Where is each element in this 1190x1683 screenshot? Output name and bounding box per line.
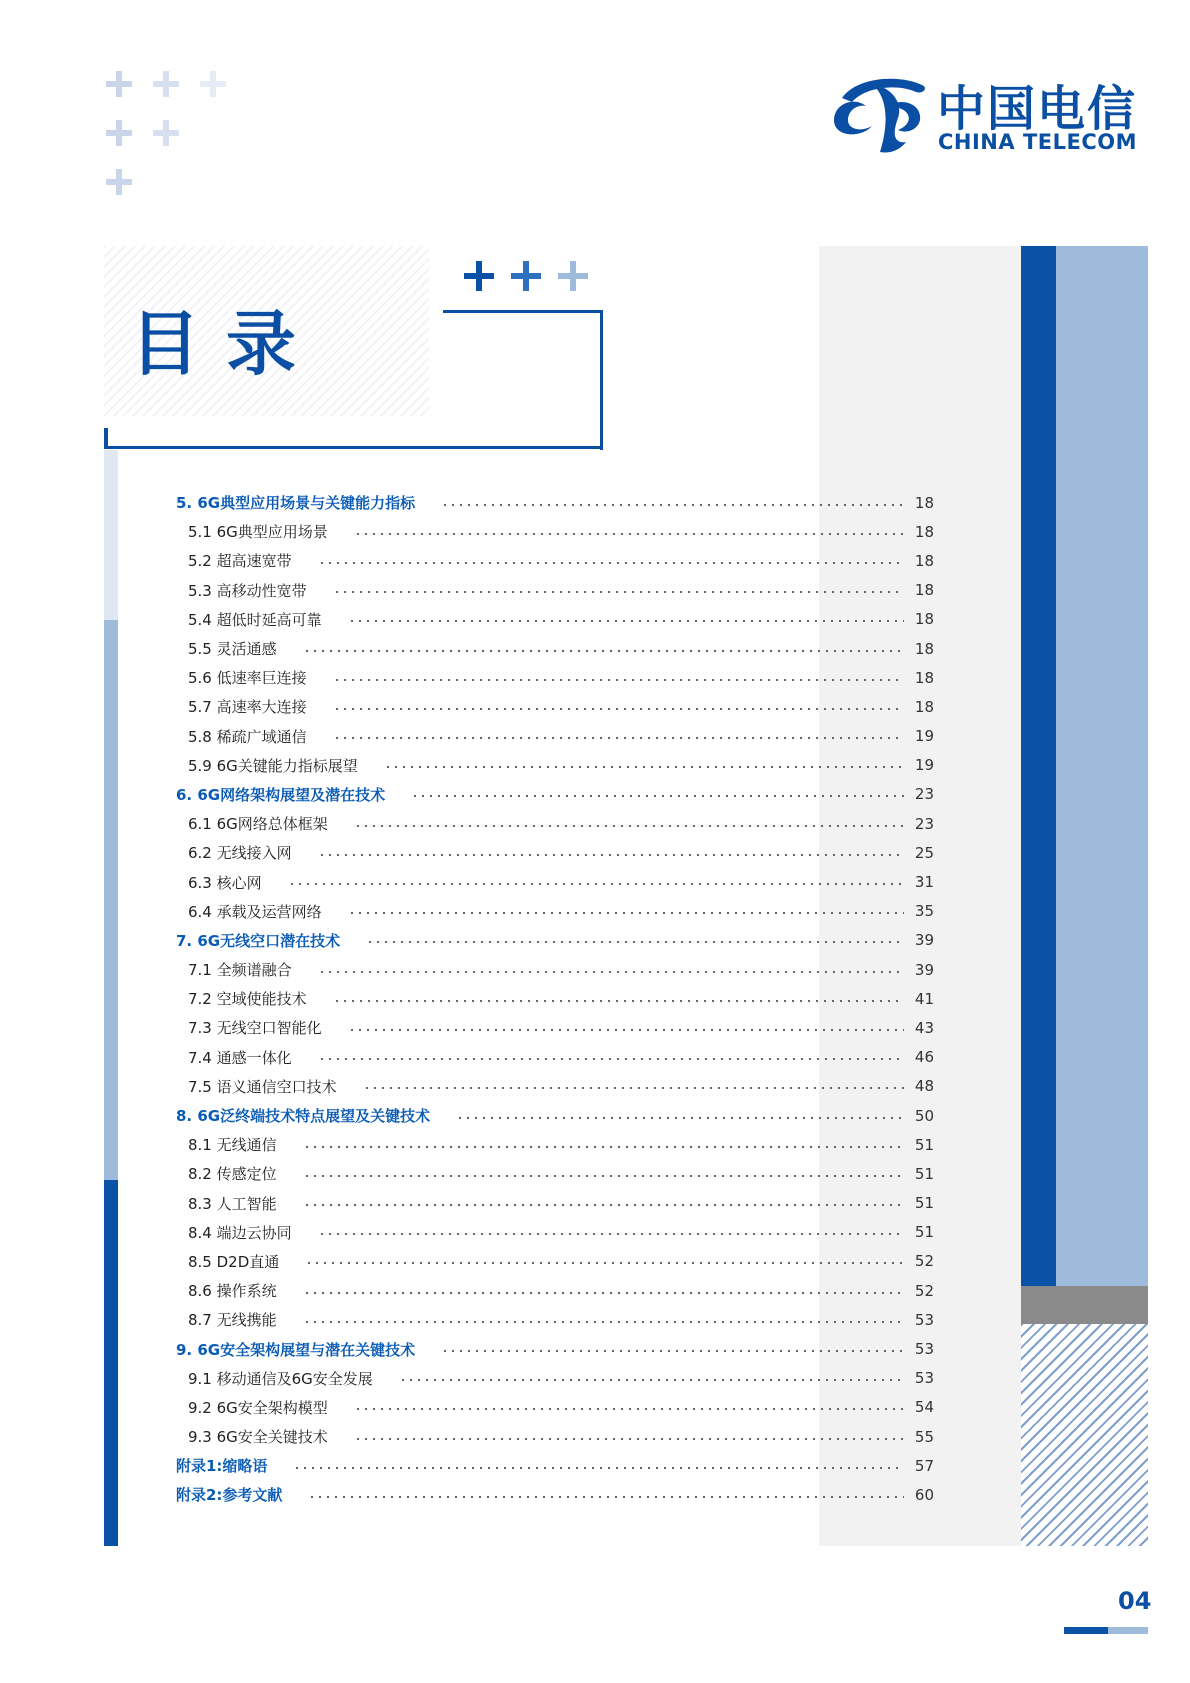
toc-entry-page: 54 [914,1398,934,1417]
toc-leader-dots [333,679,904,681]
toc-leader-dots [333,591,904,593]
plus-icon [106,169,132,195]
toc-entry-page: 52 [914,1281,934,1300]
toc-subsection-entry[interactable] [176,634,934,663]
toc-leader-dots [348,1029,904,1031]
toc-entry-label: 7.3 无线空口智能化 [188,1019,322,1038]
toc-leader-dots [305,1262,904,1264]
toc-entry-page: 19 [914,727,934,746]
toc-entry-label: 5.1 6G典型应用场景 [188,523,328,542]
toc-leader-dots [348,620,904,622]
plus-icon [511,261,541,291]
toc-leader-dots [303,650,904,652]
toc-section-entry[interactable] [176,780,934,809]
page-number-bar [1064,1627,1108,1634]
toc-leader-dots [366,941,904,943]
toc-entry-page: 53 [914,1310,934,1329]
page-number-bar [1108,1627,1148,1634]
toc-entry-page: 18 [914,697,934,716]
toc-section-entry[interactable] [176,1451,934,1480]
toc-leader-dots [333,1000,904,1002]
toc-entry-page: 51 [914,1194,934,1213]
toc-leader-dots [384,766,904,768]
toc-entry-page: 23 [914,785,934,804]
toc-subsection-entry[interactable] [176,984,934,1013]
toc-subsection-entry[interactable] [176,663,934,692]
toc-entry-label: 7.2 空域使能技术 [188,990,307,1009]
toc-entry-page: 39 [914,931,934,950]
toc-entry-page: 18 [914,522,934,541]
toc-entry-page: 43 [914,1018,934,1037]
toc-subsection-entry[interactable] [176,517,934,546]
toc-subsection-entry[interactable] [176,576,934,605]
plus-icon [200,71,226,97]
table-of-contents [176,488,934,1510]
brand-name-cn: 中国电信 [937,81,1138,137]
toc-leader-dots [354,825,904,827]
toc-entry-label: 附录1:缩略语 [176,1457,268,1476]
left-accent-bar [104,1180,118,1546]
right-light-blue-bar [1056,246,1148,1286]
toc-subsection-entry[interactable] [176,1393,934,1422]
page-title: 目录 [130,303,322,385]
toc-leader-dots [318,1233,904,1235]
toc-subsection-entry[interactable] [176,1189,934,1218]
toc-entry-page: 48 [914,1077,934,1096]
toc-entry-page: 18 [914,551,934,570]
toc-entry-page: 51 [914,1223,934,1242]
toc-leader-dots [363,1087,904,1089]
left-accent-bar [104,620,118,1180]
toc-entry-label: 9. 6G安全架构展望与潜在关键技术 [176,1340,416,1359]
plus-icon [558,261,588,291]
toc-entry-page: 53 [914,1369,934,1388]
toc-entry-page: 18 [914,581,934,600]
toc-section-entry[interactable] [176,1480,934,1509]
toc-entry-page: 46 [914,1048,934,1067]
toc-entry-label: 6.4 承载及运营网络 [188,902,322,921]
toc-entry-label: 7.4 通感一体化 [188,1048,292,1067]
toc-entry-page: 60 [914,1485,934,1504]
toc-entry-label: 6.2 无线接入网 [188,844,292,863]
toc-entry-label: 7.1 全频谱融合 [188,961,292,980]
toc-entry-page: 23 [914,814,934,833]
right-hatch-block [1021,1324,1148,1546]
toc-entry-label: 5.7 高速率大连接 [188,698,307,717]
toc-leader-dots [354,1408,904,1410]
page-number: 04 [1118,1587,1152,1615]
toc-subsection-entry[interactable] [176,1159,934,1188]
toc-leader-dots [441,1350,904,1352]
toc-subsection-entry[interactable] [176,1072,934,1101]
brand-logo [832,68,1147,158]
toc-entry-page: 19 [914,756,934,775]
toc-leader-dots [318,1058,904,1060]
plus-icon [153,71,179,97]
toc-entry-page: 35 [914,902,934,921]
toc-entry-page: 18 [914,493,934,512]
toc-leader-dots [456,1117,904,1119]
toc-entry-page: 18 [914,639,934,658]
toc-entry-page: 41 [914,989,934,1008]
toc-leader-dots [354,533,904,535]
brand-name-en: CHINA TELECOM [938,130,1137,154]
toc-subsection-entry[interactable] [176,605,934,634]
toc-entry-page: 39 [914,960,934,979]
toc-leader-dots [354,1438,904,1440]
toc-leader-dots [303,1321,904,1323]
toc-entry-page: 53 [914,1340,934,1359]
plus-icon [464,261,494,291]
toc-entry-label: 6.1 6G网络总体框架 [188,815,328,834]
toc-subsection-entry[interactable] [176,1130,934,1159]
toc-leader-dots [318,562,904,564]
toc-leader-dots [303,1204,904,1206]
title-frame-tick [104,428,108,448]
toc-subsection-entry[interactable] [176,897,934,926]
toc-entry-label: 7. 6G无线空口潜在技术 [176,931,341,950]
toc-leader-dots [303,1146,904,1148]
toc-entry-label: 5.8 稀疏广域通信 [188,727,307,746]
toc-entry-label: 8.1 无线通信 [188,1136,277,1155]
toc-subsection-entry[interactable] [176,692,934,721]
toc-subsection-entry[interactable] [176,1247,934,1276]
plus-icon [153,120,179,146]
toc-entry-label: 6. 6G网络架构展望及潜在技术 [176,785,386,804]
toc-subsection-entry[interactable] [176,867,934,896]
toc-subsection-entry[interactable] [176,546,934,575]
title-frame-right [600,310,603,450]
toc-leader-dots [288,883,904,885]
toc-entry-page: 57 [914,1456,934,1475]
toc-section-entry[interactable] [176,1334,934,1363]
toc-entry-label: 8.2 传感定位 [188,1165,277,1184]
toc-entry-page: 55 [914,1427,934,1446]
toc-leader-dots [318,971,904,973]
toc-entry-label: 9.1 移动通信及6G安全发展 [188,1369,373,1388]
toc-section-entry[interactable] [176,488,934,517]
toc-entry-page: 18 [914,610,934,629]
left-accent-bar [104,450,118,620]
toc-entry-page: 18 [914,668,934,687]
toc-entry-page: 51 [914,1135,934,1154]
toc-leader-dots [303,1292,904,1294]
toc-subsection-entry[interactable] [176,1422,934,1451]
toc-entry-label: 8.5 D2D直通 [188,1252,280,1271]
toc-entry-label: 8.7 无线携能 [188,1311,277,1330]
toc-subsection-entry[interactable] [176,1013,934,1042]
toc-entry-label: 8. 6G泛终端技术特点展望及关键技术 [176,1107,431,1126]
title-frame-bottom [104,446,603,449]
toc-entry-label: 5.6 低速率巨连接 [188,669,307,688]
toc-subsection-entry[interactable] [176,751,934,780]
toc-section-entry[interactable] [176,1101,934,1130]
toc-leader-dots [293,1467,904,1469]
toc-subsection-entry[interactable] [176,1218,934,1247]
toc-entry-label: 7.5 语义通信空口技术 [188,1077,337,1096]
toc-leader-dots [399,1379,904,1381]
toc-entry-label: 8.4 端边云协同 [188,1223,292,1242]
toc-entry-label: 6.3 核心网 [188,873,262,892]
toc-section-entry[interactable] [176,926,934,955]
plus-icon [106,71,132,97]
toc-subsection-entry[interactable] [176,809,934,838]
toc-entry-label: 5.4 超低时延高可靠 [188,610,322,629]
toc-entry-page: 50 [914,1106,934,1125]
toc-entry-label: 9.3 6G安全关键技术 [188,1428,328,1447]
toc-entry-label: 8.3 人工智能 [188,1194,277,1213]
toc-entry-label: 9.2 6G安全架构模型 [188,1398,328,1417]
toc-subsection-entry[interactable] [176,955,934,984]
toc-subsection-entry[interactable] [176,722,934,751]
toc-entry-page: 31 [914,873,934,892]
toc-leader-dots [441,504,904,506]
plus-icon [106,120,132,146]
toc-entry-label: 附录2:参考文献 [176,1486,283,1505]
toc-entry-label: 5. 6G典型应用场景与关键能力指标 [176,494,416,513]
toc-entry-label: 5.3 高移动性宽带 [188,581,307,600]
toc-entry-page: 25 [914,843,934,862]
toc-entry-page: 51 [914,1164,934,1183]
toc-entry-label: 8.6 操作系统 [188,1282,277,1301]
toc-subsection-entry[interactable] [176,1043,934,1072]
toc-entry-label: 5.9 6G关键能力指标展望 [188,756,358,775]
toc-leader-dots [333,708,904,710]
toc-subsection-entry[interactable] [176,838,934,867]
toc-leader-dots [308,1496,904,1498]
china-telecom-logo-icon [832,68,932,158]
toc-leader-dots [303,1175,904,1177]
title-frame-top [443,310,603,313]
toc-entry-label: 5.5 灵活通感 [188,640,277,659]
right-gray-block [1021,1286,1148,1324]
toc-leader-dots [411,795,904,797]
toc-leader-dots [318,854,904,856]
toc-subsection-entry[interactable] [176,1364,934,1393]
toc-subsection-entry[interactable] [176,1305,934,1334]
toc-entry-label: 5.2 超高速宽带 [188,552,292,571]
right-blue-bar [1021,246,1056,1286]
toc-entry-page: 52 [914,1252,934,1271]
toc-leader-dots [333,737,904,739]
toc-leader-dots [348,912,904,914]
toc-subsection-entry[interactable] [176,1276,934,1305]
